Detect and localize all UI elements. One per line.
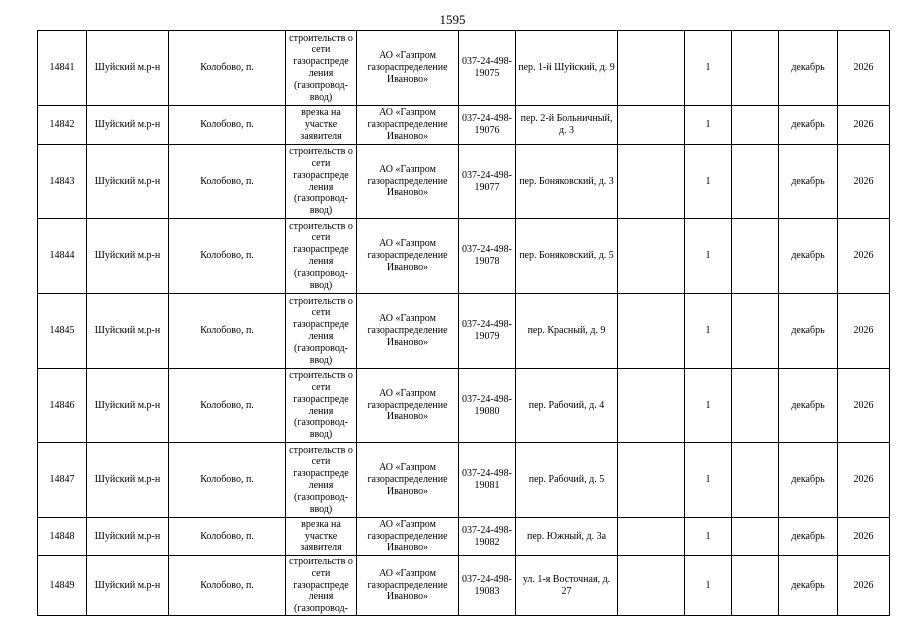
object-code-cell: 037-24-498-19075 xyxy=(459,31,516,106)
empty-cell xyxy=(618,219,685,294)
object-code-cell: 037-24-498-19081 xyxy=(459,443,516,518)
month-cell: декабрь xyxy=(779,106,838,145)
quantity-cell: 1 xyxy=(685,106,732,145)
year-cell: 2026 xyxy=(838,31,890,106)
address-cell: пер. Рабочий, д. 5 xyxy=(516,443,618,518)
year-cell: 2026 xyxy=(838,369,890,443)
year-cell: 2026 xyxy=(838,518,890,556)
work-type-cell: строительств о сети газораспреде ления (газопровод-ввод) xyxy=(286,443,357,518)
quantity-cell: 1 xyxy=(685,31,732,106)
address-cell: пер. 2-й Больничный, д. 3 xyxy=(516,106,618,145)
month-cell: декабрь xyxy=(779,219,838,294)
empty-cell xyxy=(732,369,779,443)
table-row xyxy=(38,145,890,219)
empty-cell xyxy=(618,31,685,106)
empty-cell xyxy=(732,518,779,556)
row-number: 14846 xyxy=(38,369,87,443)
row-number: 14841 xyxy=(38,31,87,106)
empty-cell xyxy=(732,556,779,616)
address-cell: пер. Южный, д. 3а xyxy=(516,518,618,556)
year-cell: 2026 xyxy=(838,556,890,616)
table-row xyxy=(38,518,890,556)
empty-cell xyxy=(732,145,779,219)
address-cell: пер. Боняковский, д. 5 xyxy=(516,219,618,294)
work-type-cell: строительств о сети газораспреде ления (газопровод-ввод) xyxy=(286,369,357,443)
empty-cell xyxy=(732,294,779,369)
table-row xyxy=(38,556,890,616)
year-cell: 2026 xyxy=(838,106,890,145)
page-number: 1595 xyxy=(439,12,466,27)
locality-cell: Колобово, п. xyxy=(169,556,286,616)
locality-cell: Колобово, п. xyxy=(169,518,286,556)
work-type-cell: строительств о сети газораспреде ления (газопровод- xyxy=(286,556,357,616)
year-cell: 2026 xyxy=(838,443,890,518)
empty-cell xyxy=(732,106,779,145)
work-type-cell: врезка на участке заявителя xyxy=(286,106,357,145)
district-cell: Шуйский м.р-н xyxy=(87,369,169,443)
empty-cell xyxy=(732,219,779,294)
quantity-cell: 1 xyxy=(685,556,732,616)
quantity-cell: 1 xyxy=(685,145,732,219)
year-cell: 2026 xyxy=(838,219,890,294)
row-number: 14848 xyxy=(38,518,87,556)
month-cell: декабрь xyxy=(779,294,838,369)
object-code-cell: 037-24-498-19076 xyxy=(459,106,516,145)
address-cell: пер. Рабочий, д. 4 xyxy=(516,369,618,443)
address-cell: пер. Красный, д. 9 xyxy=(516,294,618,369)
quantity-cell: 1 xyxy=(685,294,732,369)
table-row xyxy=(38,106,890,145)
row-number: 14849 xyxy=(38,556,87,616)
object-code-cell: 037-24-498-19082 xyxy=(459,518,516,556)
table-row xyxy=(38,219,890,294)
work-type-cell: строительств о сети газораспреде ления (газопровод-ввод) xyxy=(286,219,357,294)
district-cell: Шуйский м.р-н xyxy=(87,106,169,145)
object-code-cell: 037-24-498-19083 xyxy=(459,556,516,616)
month-cell: декабрь xyxy=(779,443,838,518)
empty-cell xyxy=(732,443,779,518)
empty-cell xyxy=(618,294,685,369)
locality-cell: Колобово, п. xyxy=(169,219,286,294)
object-code-cell: 037-24-498-19078 xyxy=(459,219,516,294)
row-number: 14844 xyxy=(38,219,87,294)
empty-cell xyxy=(618,145,685,219)
month-cell: декабрь xyxy=(779,31,838,106)
table-row xyxy=(38,31,890,106)
work-type-cell: строительств о сети газораспреде ления (газопровод-ввод) xyxy=(286,31,357,106)
district-cell: Шуйский м.р-н xyxy=(87,443,169,518)
empty-cell xyxy=(618,106,685,145)
month-cell: декабрь xyxy=(779,369,838,443)
address-cell: пер. 1-й Шуйский, д. 9 xyxy=(516,31,618,106)
empty-cell xyxy=(618,556,685,616)
empty-cell xyxy=(618,443,685,518)
empty-cell xyxy=(618,369,685,443)
object-code-cell: 037-24-498-19079 xyxy=(459,294,516,369)
work-type-cell: строительств о сети газораспреде ления (газопровод-ввод) xyxy=(286,145,357,219)
locality-cell: Колобово, п. xyxy=(169,443,286,518)
organization-cell: АО «Газпром газораспределение Иваново» xyxy=(357,294,459,369)
district-cell: Шуйский м.р-н xyxy=(87,294,169,369)
row-number: 14842 xyxy=(38,106,87,145)
year-cell: 2026 xyxy=(838,145,890,219)
empty-cell xyxy=(732,31,779,106)
month-cell: декабрь xyxy=(779,556,838,616)
locality-cell: Колобово, п. xyxy=(169,294,286,369)
table-row xyxy=(38,294,890,369)
district-cell: Шуйский м.р-н xyxy=(87,556,169,616)
organization-cell: АО «Газпром газораспределение Иваново» xyxy=(357,518,459,556)
organization-cell: АО «Газпром газораспределение Иваново» xyxy=(357,219,459,294)
organization-cell: АО «Газпром газораспределение Иваново» xyxy=(357,556,459,616)
locality-cell: Колобово, п. xyxy=(169,369,286,443)
row-number: 14847 xyxy=(38,443,87,518)
work-type-cell: врезка на участке заявителя xyxy=(286,518,357,556)
district-cell: Шуйский м.р-н xyxy=(87,145,169,219)
row-number: 14845 xyxy=(38,294,87,369)
table-row xyxy=(38,443,890,518)
address-cell: пер. Боняковский, д. 3 xyxy=(516,145,618,219)
object-code-cell: 037-24-498-19080 xyxy=(459,369,516,443)
organization-cell: АО «Газпром газораспределение Иваново» xyxy=(357,31,459,106)
locality-cell: Колобово, п. xyxy=(169,145,286,219)
quantity-cell: 1 xyxy=(685,219,732,294)
row-number: 14843 xyxy=(38,145,87,219)
empty-cell xyxy=(618,518,685,556)
object-code-cell: 037-24-498-19077 xyxy=(459,145,516,219)
quantity-cell: 1 xyxy=(685,518,732,556)
table-row xyxy=(38,369,890,443)
month-cell: декабрь xyxy=(779,145,838,219)
quantity-cell: 1 xyxy=(685,369,732,443)
locality-cell: Колобово, п. xyxy=(169,106,286,145)
district-cell: Шуйский м.р-н xyxy=(87,219,169,294)
locality-cell: Колобово, п. xyxy=(169,31,286,106)
month-cell: декабрь xyxy=(779,518,838,556)
quantity-cell: 1 xyxy=(685,443,732,518)
district-cell: Шуйский м.р-н xyxy=(87,518,169,556)
district-cell: Шуйский м.р-н xyxy=(87,31,169,106)
work-type-cell: строительств о сети газораспреде ления (газопровод-ввод) xyxy=(286,294,357,369)
year-cell: 2026 xyxy=(838,294,890,369)
organization-cell: АО «Газпром газораспределение Иваново» xyxy=(357,145,459,219)
organization-cell: АО «Газпром газораспределение Иваново» xyxy=(357,106,459,145)
address-cell: ул. 1-я Восточная, д. 27 xyxy=(516,556,618,616)
register-table xyxy=(37,30,890,616)
organization-cell: АО «Газпром газораспределение Иваново» xyxy=(357,369,459,443)
organization-cell: АО «Газпром газораспределение Иваново» xyxy=(357,443,459,518)
